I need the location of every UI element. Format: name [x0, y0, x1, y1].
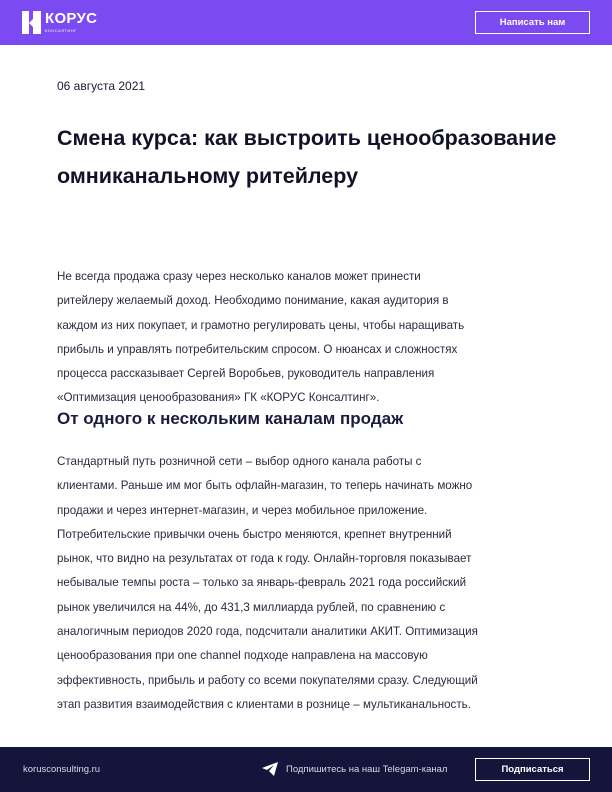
telegram-icon — [262, 762, 278, 776]
text-line: клиентами. Раньше им мог быть офлайн-магазин, то теперь начинать можно — [57, 479, 473, 493]
subscribe-button[interactable]: Подписаться — [475, 758, 590, 781]
text-line: прибыль и управлять потребительским спросом. О нюансах и сложностях — [57, 342, 458, 356]
logo-mark-icon — [22, 11, 42, 34]
text-line: ритейлеру желаемый доход. Необходимо понимание, какая аудитория в — [57, 294, 449, 308]
text-line: рынок, что видно на результатах от года к году. Онлайн-торговля показывает — [57, 552, 472, 566]
write-us-button[interactable]: Написать нам — [475, 11, 590, 34]
footer — [0, 747, 612, 792]
text-line: этап развития взаимодействия с клиентами в рознице – мультиканальность. — [57, 697, 471, 711]
text-line: аналогичным периодов 2020 года, подсчитали аналитики АКИТ. Оптимизация — [57, 625, 478, 639]
text-line: Не всегда продажа сразу через несколько каналов может принести — [57, 270, 421, 283]
text-line: небывалые темпы роста – только за январь-февраль 2021 года российский — [57, 576, 467, 590]
text-line: процесса рассказывает Сергей Воробьев, руководитель направления — [57, 367, 435, 381]
header — [0, 0, 612, 45]
section-heading: От одного к нескольким каналам продаж — [57, 409, 404, 428]
telegram-text: Подпишитесь на наш Telegam-канал — [286, 763, 448, 775]
logo-name: КОРУС — [45, 10, 98, 27]
body-paragraph — [57, 450, 478, 717]
text-line: ценообразования при one channel подходе направлена на массовую — [57, 649, 428, 663]
text-line: «Оптимизация ценообразования» ГК «КОРУС Консалтинг». — [57, 391, 380, 405]
text-line: каждом из них покупает, и грамотно регулировать цены, чтобы наращивать — [57, 318, 465, 332]
text-line: Потребительские привычки очень быстро меняются, крепнет внутренний — [57, 527, 452, 541]
text-line: эффективность, прибыль и работу со всеми покупателями сразу. Следующий — [57, 673, 478, 687]
logo-sub: КОНСАЛТИНГ — [45, 28, 77, 33]
telegram-link[interactable] — [262, 762, 447, 776]
intro-paragraph — [57, 265, 464, 411]
logo[interactable] — [22, 11, 97, 34]
text-line: Стандартный путь розничной сети – выбор одного канала работы с — [57, 455, 422, 468]
text-line: рынок увеличился на 44%, до 431,3 миллиарда рублей, по сравнению с — [57, 600, 446, 614]
article-date: 06 августа 2021 — [57, 79, 146, 93]
article-title: Смена курса: как выстроить ценообразование омниканальному ритейлеру — [57, 126, 557, 188]
text-line: продажи и через интернет-магазин, и через мобильное приложение. — [57, 503, 428, 517]
site-link[interactable]: korusconsulting.ru — [23, 764, 101, 775]
